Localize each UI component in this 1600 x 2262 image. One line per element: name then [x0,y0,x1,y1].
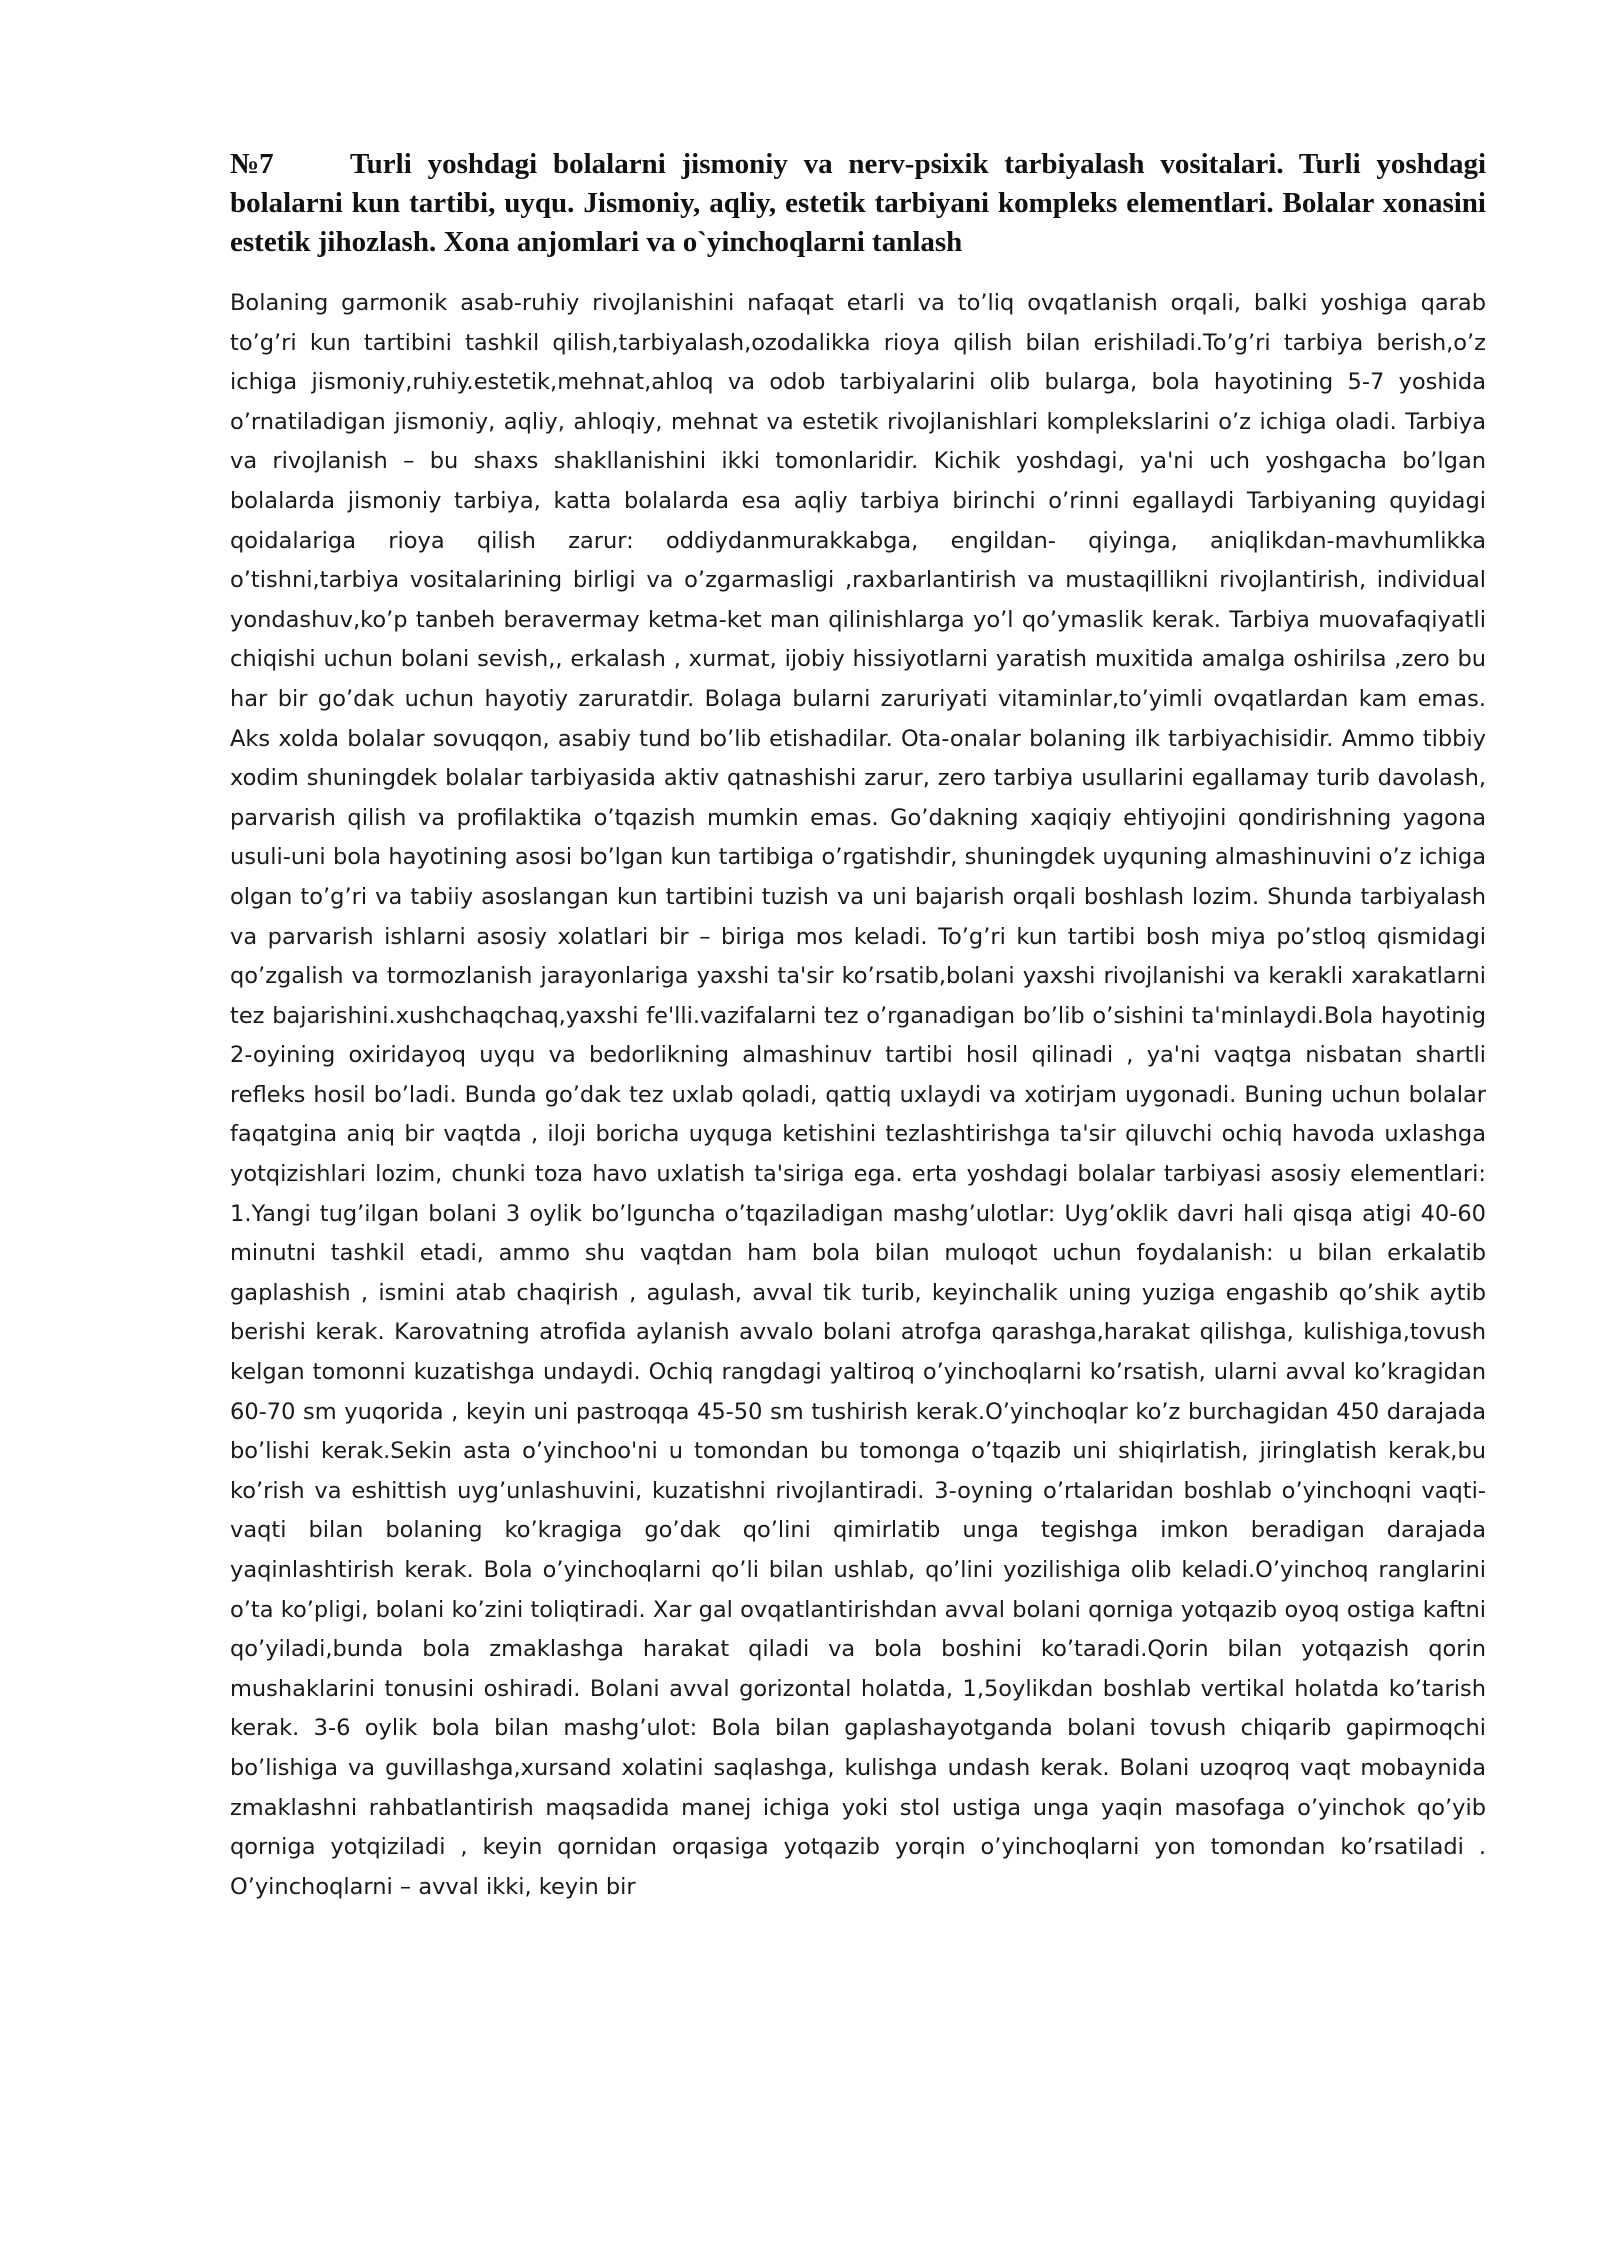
body-paragraph: Bolaning garmonik asab-ruhiy rivojlanishini nafaqat etarli va to’liq ovqatlanish orqali, balki yoshiga qarab to’g’ri kun tartibini tashkil qilish,tarbiyalash,ozodalikka rioya qilish bilan erishiladi.To’g’ri tarbiya berish,o’z ichiga jismoniy,ruhiy.estetik,mehnat,ahloq va odob tarbiyalarini olib bularga, bola hayotining 5-7 yoshida o’rnatiladigan jismoniy, aqliy, ahloqiy, mehnat va estetik rivojlanishlari komplekslarini o’z ichiga oladi. Tarbiya va rivojlanish – bu shaxs shakllanishini ikki tomonlaridir. Kichik yoshdagi, ya'ni uch yoshgacha bo’lgan bolalarda jismoniy tarbiya, katta bolalarda esa aqliy tarbiya birinchi o’rinni egallaydi Tarbiyaning quyidagi qoidalariga rioya qilish zarur: oddiydanmurakkabga, engildan- qiyinga, aniqlikdan-mavhumlikka o’tishni,tarbiya vositalarining birligi va o’zgarmasligi ,raxbarlantirish va mustaqillikni rivojlantirish, individual yondashuv,ko’p tanbeh beravermay ketma-ket man qilinishlarga yo’l qo’ymaslik kerak. Tarbiya muovafaqiyatli chiqishi uchun bolani sevish,, erkalash , xurmat, ijobiy hissiyotlarni yaratish muxitida amalga oshirilsa ,zero bu har bir go’dak uchun hayotiy zaruratdir. Bolaga bularni zaruriyati vitaminlar,to’yimli ovqatlardan kam emas. Aks xolda bolalar sovuqqon, asabiy tund bo’lib etishadilar. Ota-onalar bolaning ilk tarbiyachisidir. Ammo tibbiy xodim shuningdek bolalar tarbiyasida aktiv qatnashishi zarur, zero tarbiya usullarini egallamay turib davolash, parvarish qilish va profilaktika o’tqazish mumkin emas. Go’dakning xaqiqiy ehtiyojini qondirishning yagona usuli-uni bola hayotining asosi bo’lgan kun tartibiga o’rgatishdir, shuningdek uyquning almashinuvini o’z ichiga olgan to’g’ri va tabiiy asoslangan kun tartibini tuzish va uni bajarish orqali boshlash lozim. Shunda tarbiyalash va parvarish ishlarni asosiy xolatlari bir – biriga mos keladi. To’g’ri kun tartibi bosh miya po’stloq qismidagi qo’zgalish va tormozlanish jarayonlariga yaxshi ta'sir ko’rsatib,bolani yaxshi rivojlanishi va kerakli xarakatlarni tez bajarishini.xushchaqchaq,yaxshi fe'lli.vazifalarni tez o’rganadigan bo’lib o’sishini ta'minlaydi.Bola hayotinig 2-oyining oxiridayoq uyqu va bedorlikning almashinuv tartibi hosil qilinadi , ya'ni vaqtga nisbatan shartli refleks hosil bo’ladi. Bunda go’dak tez uxlab qoladi, qattiq uxlaydi va xotirjam uygonadi. Buning uchun bolalar faqatgina aniq bir vaqtda , iloji boricha uyquga ketishini tezlashtirishga ta'sir qiluvchi ochiq havoda uxlashga yotqizishlari lozim, chunki toza havo uxlatish ta'siriga ega. erta yoshdagi bolalar tarbiyasi asosiy elementlari: 1.Yangi tug’ilgan bolani 3 oylik bo’lguncha o’tqaziladigan mashg’ulotlar: Uyg’oklik davri hali qisqa atigi 40-60 minutni tashkil etadi, ammo shu vaqtdan ham bola bilan muloqot uchun foydalanish: u bilan erkalatib gaplashish , ismini atab chaqirish , agulash, avval tik turib, keyinchalik uning yuziga engashib qo’shik aytib berishi kerak. Karovatning atrofida aylanish avvalo bolani atrofga qarashga,harakat qilishga, kulishiga,tovush kelgan tomonni kuzatishga undaydi. Ochiq rangdagi yaltiroq o’yinchoqlarni ko’rsatish, ularni avval ko’kragidan 60-70 sm yuqorida , keyin uni pastroqqa 45-50 sm tushirish kerak.O’yinchoqlar ko’z burchagidan 450 darajada bo’lishi kerak.Sekin asta o’yinchoo'ni u tomondan bu tomonga o’tqazib uni shiqirlatish, jiringlatish kerak,bu ko’rish va eshittish uyg’unlashuvini, kuzatishni rivojlantiradi. 3-oyning o’rtalaridan boshlab o’yinchoqni vaqti-vaqti bilan bolaning ko’kragiga go’dak qo’lini qimirlatib unga tegishga imkon beradigan darajada yaqinlashtirish kerak. Bola o’yinchoqlarni qo’li bilan ushlab, qo’lini yozilishiga olib keladi.O’yinchoq ranglarini o’ta ko’pligi, bolani ko’zini toliqtiradi. Xar gal ovqatlantirishdan avval bolani qorniga yotqazib oyoq ostiga kaftni qo’yiladi,bunda bola zmaklashga harakat qiladi va bola boshini ko’taradi.Qorin bilan yotqazish qorin mushaklarini tonusini oshiradi. Bolani avval gorizontal holatda, 1,5oylikdan boshlab vertikal holatda ko’tarish kerak. 3-6 oylik bola bilan mashg’ulot: Bola bilan gaplashayotganda bolani tovush chiqarib gapirmoqchi bo’lishiga va guvillashga,xursand xolatini saqlashga, kulishga undash kerak. Bolani uzoqroq vaqt mobaynida zmaklashni rahbatlantirish maqsadida manej ichiga yoki stol ustiga unga yaqin masofaga o’yinchok qo’yib qorniga yotqiziladi , keyin qornidan orqasiga yotqazib yorqin o’yinchoqlarni yon tomondan ko’rsatiladi . O’yinchoqlarni – avval ikki, keyin bir [230,290,1486,1900]
page-title [230,145,1486,262]
document-page [230,145,1486,1907]
heading-text: Turli yoshdagi bolalarni jismoniy va nerv-psixik tarbiyalash vositalari. Turli yoshdagi bolalarni kun tartibi, uyqu. Jismoniy, aqliy, estetik tarbiyani kompleks elementlari. Bolalar xonasini estetik jihozlash. Xona anjomlari va o`yinchoqlarni tanlash [230,148,1486,258]
heading-number: №7 [230,148,274,180]
